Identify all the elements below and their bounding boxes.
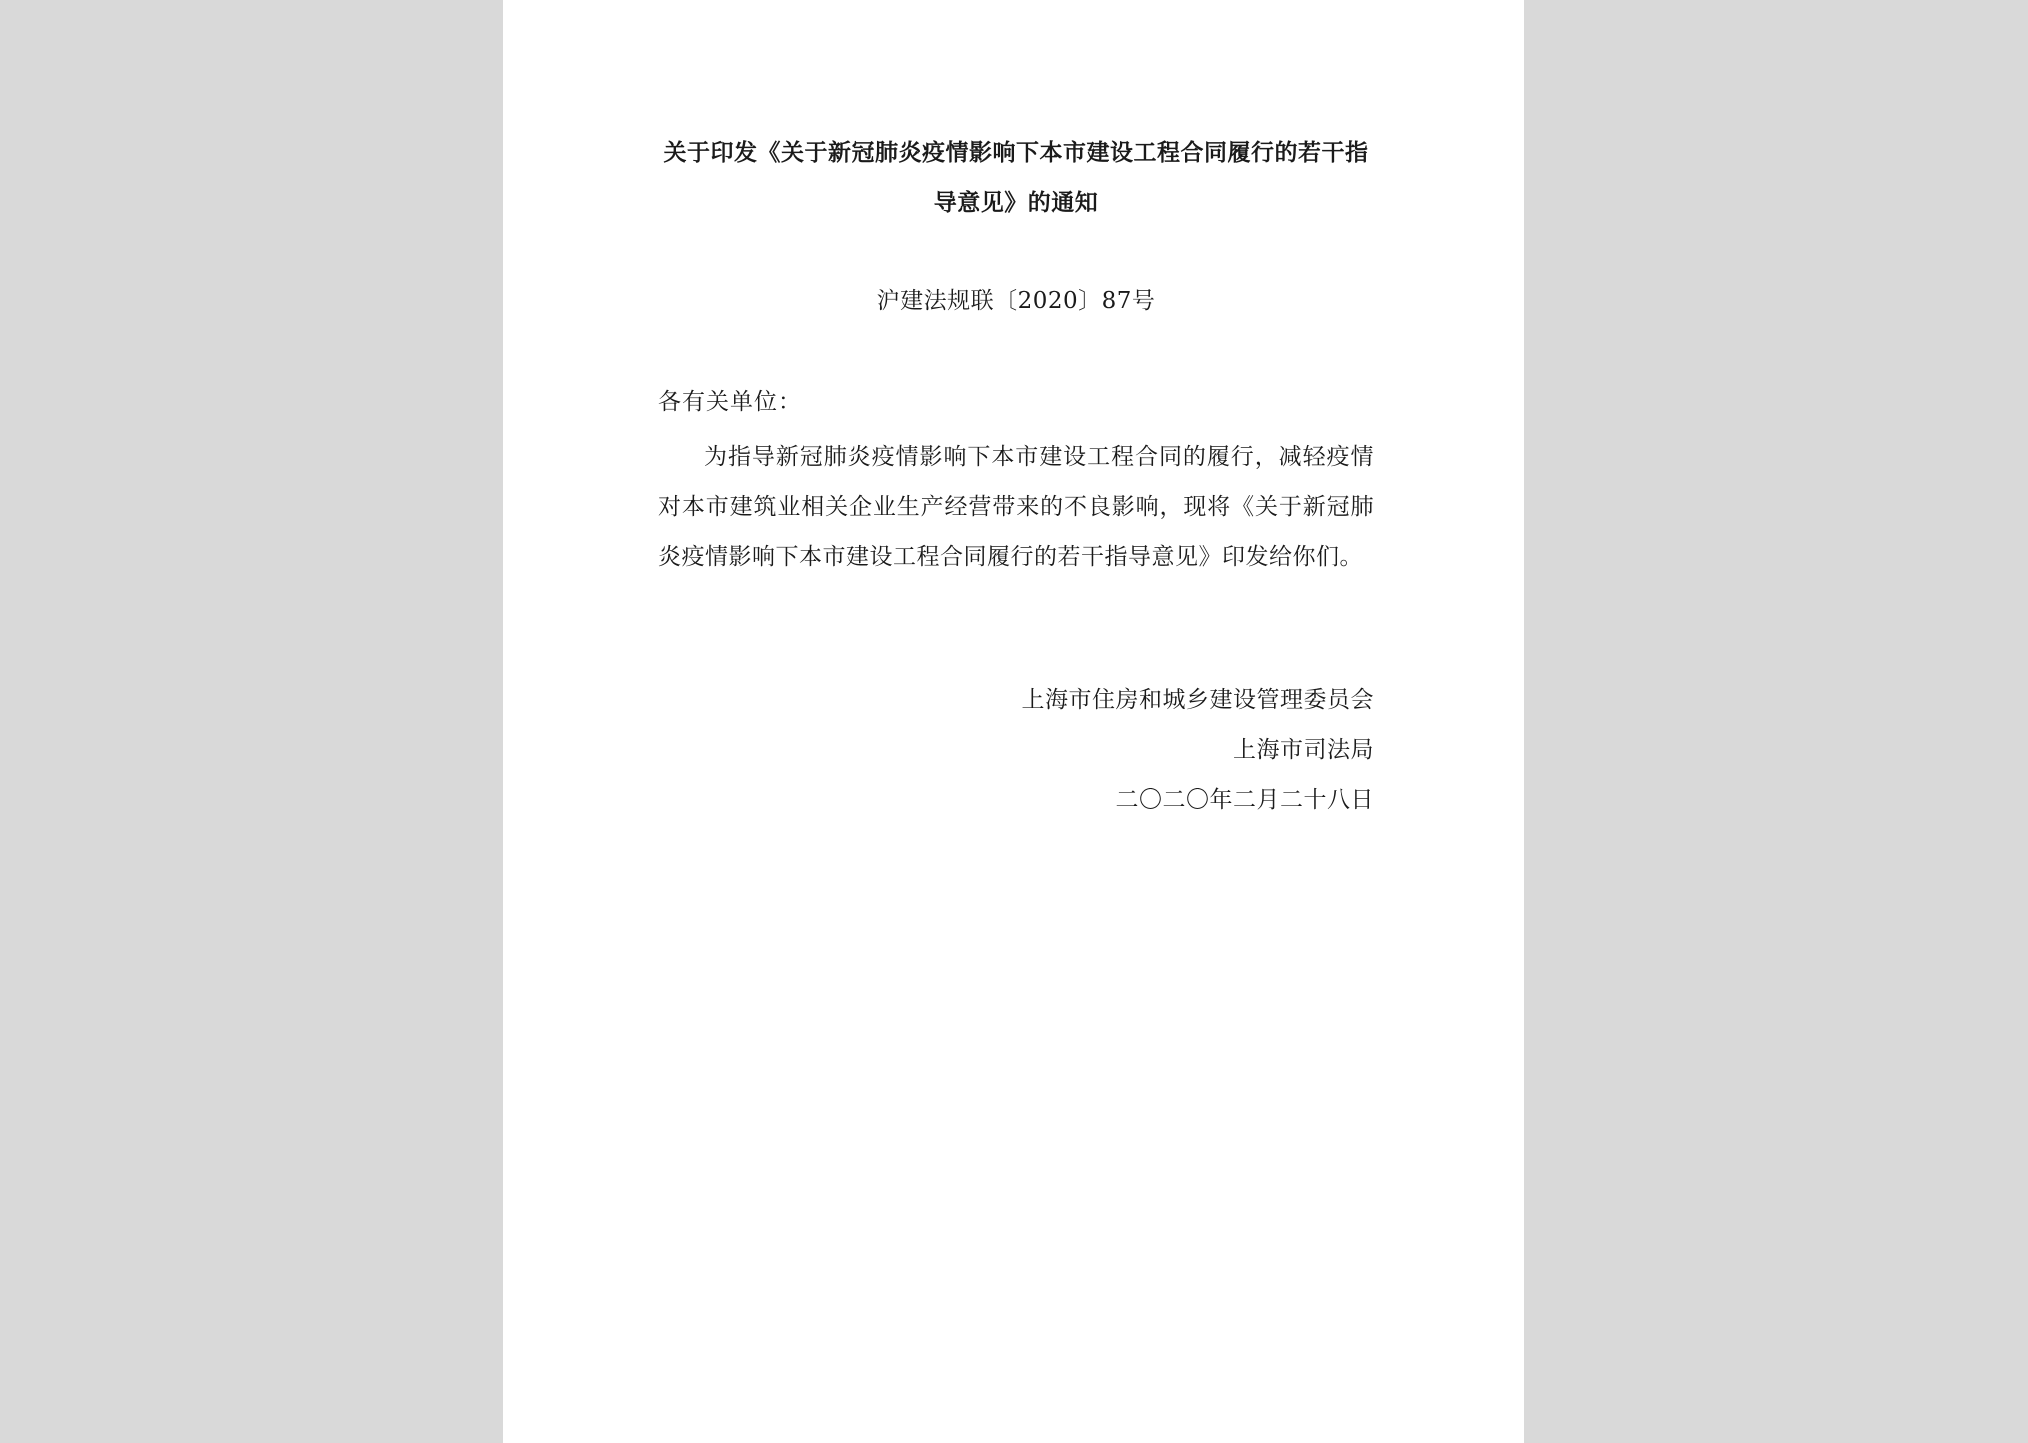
document-page bbox=[503, 0, 1524, 1443]
signature-date: 二〇二〇年二月二十八日 bbox=[1115, 787, 1374, 813]
body-paragraph: 为指导新冠肺炎疫情影响下本市建设工程合同的履行，减轻疫情对本市建筑业相关企业生产经营带来的不良影响，现将《关于新冠肺炎疫情影响下本市建设工程合同履行的若干指导意见》印发给你们。 bbox=[658, 444, 1374, 570]
salutation: 各有关单位： bbox=[658, 389, 802, 415]
signature-block bbox=[1022, 675, 1375, 825]
signature-org-construction-committee: 上海市住房和城乡建设管理委员会 bbox=[1021, 687, 1374, 713]
document-title: 关于印发《关于新冠肺炎疫情影响下本市建设工程合同履行的若干指导意见》的通知 bbox=[663, 140, 1369, 216]
signature-org-justice-bureau: 上海市司法局 bbox=[1233, 737, 1374, 763]
document-number: 沪建法规联〔2020〕87号 bbox=[876, 288, 1156, 314]
